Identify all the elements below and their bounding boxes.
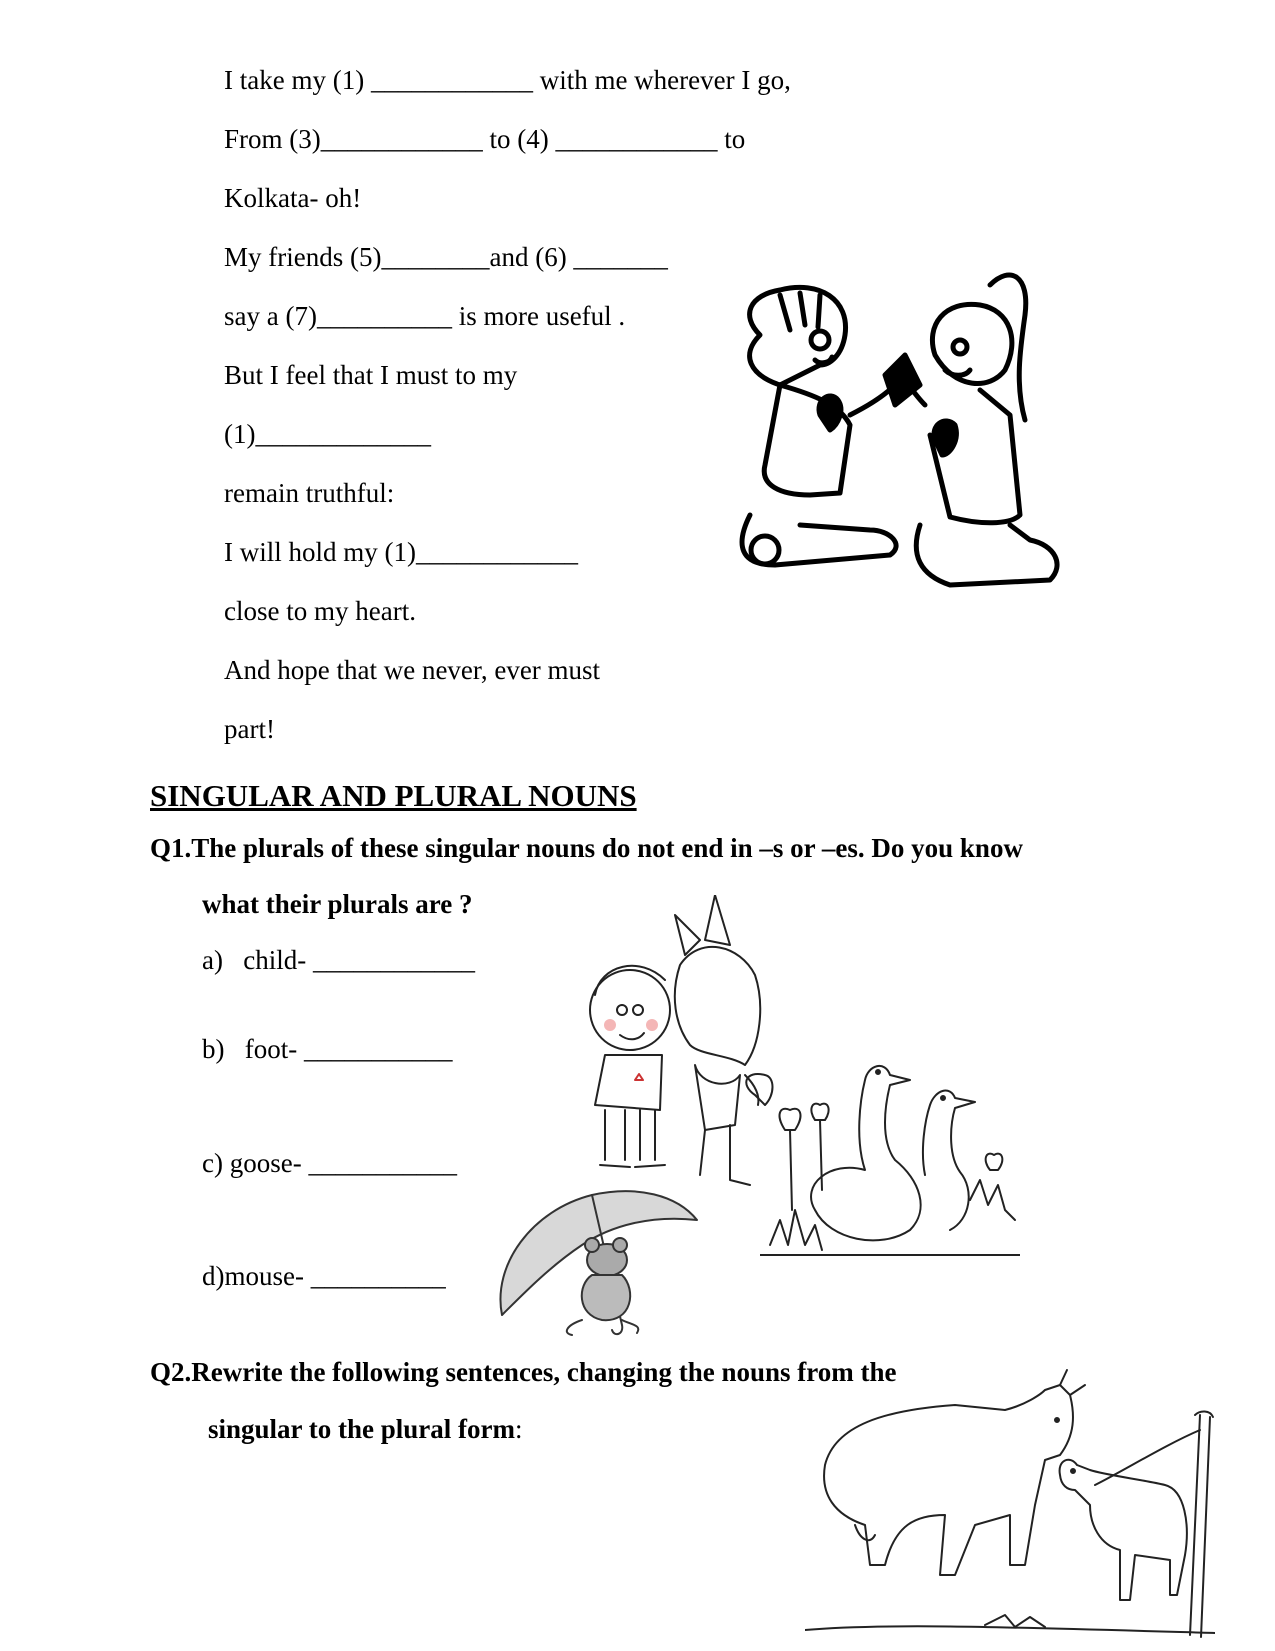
poem-line-3: Kolkata- oh! <box>224 183 362 213</box>
poem-line-9: I will hold my (1)____________ <box>224 537 578 567</box>
q1-option-c: c) goose- ___________ <box>202 1148 457 1178</box>
poem-line-6: But I feel that I must to my <box>224 360 518 390</box>
section-title: SINGULAR AND PLURAL NOUNS <box>150 778 637 813</box>
q1-option-d: d)mouse- __________ <box>202 1261 446 1291</box>
q2-question-line-2 <box>208 1413 523 1445</box>
poem-line-11: And hope that we never, ever must <box>224 655 601 685</box>
q1-option-a: a) child- ____________ <box>202 945 475 975</box>
q2-question-text: singular to the plural form <box>208 1414 516 1444</box>
geese-illustration <box>760 1060 1020 1270</box>
poem-line-7: (1)_____________ <box>224 419 431 449</box>
poem-line-8: remain truthful: <box>224 478 395 508</box>
poem-line-1: I take my (1) ____________ with me wherever I go, <box>224 65 791 95</box>
poem-line-12: part! <box>224 714 275 744</box>
q1-option-b: b) foot- ___________ <box>202 1034 453 1064</box>
q1-question-line-2: what their plurals are ? <box>202 889 473 919</box>
mouse-umbrella-illustration <box>472 1175 712 1340</box>
q1-question-line-1: Q1.The plurals of these singular nouns do not end in –s or –es. Do you know <box>150 833 1023 863</box>
q2-question-line-1: Q2.Rewrite the following sentences, changing the nouns from the <box>150 1357 897 1387</box>
poem-line-5: say a (7)__________ is more useful . <box>224 301 626 331</box>
q2-colon: : <box>515 1414 523 1444</box>
poem-line-2: From (3)____________ to (4) ____________ to <box>224 124 746 154</box>
girls-playing-illustration <box>720 255 1115 640</box>
poem-line-10: close to my heart. <box>224 596 416 626</box>
cow-calf-illustration <box>805 1365 1215 1645</box>
poem-line-4: My friends (5)________and (6) _______ <box>224 242 668 272</box>
